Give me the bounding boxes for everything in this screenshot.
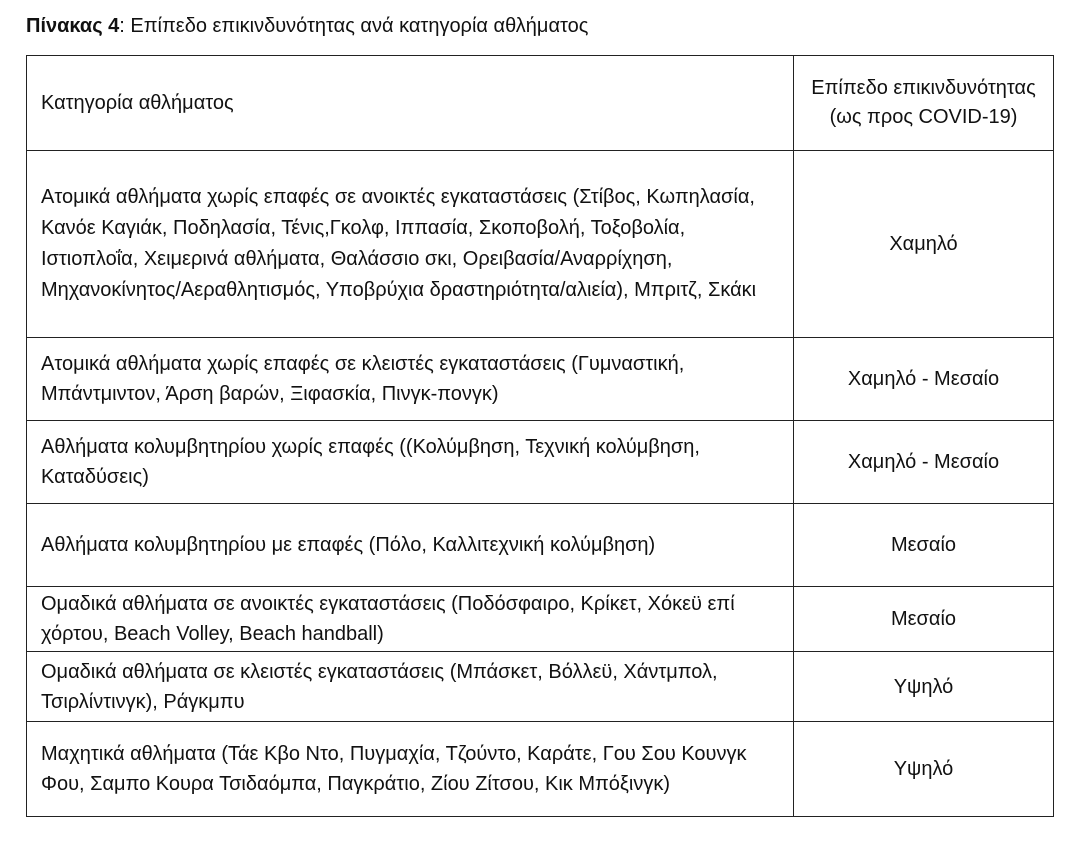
risk-level-cell: Μεσαίο — [794, 587, 1054, 652]
sport-category-cell: Αθλήματα κολυμβητηρίου χωρίς επαφές ((Κολύμβηση, Τεχνική κολύμβηση, Καταδύσεις) — [27, 421, 794, 504]
caption-text: : Επίπεδο επικινδυνότητας ανά κατηγορία αθλήματος — [119, 15, 589, 37]
risk-level-cell: Υψηλό — [794, 652, 1054, 722]
header-risk-level: Επίπεδο επικινδυνότητας (ως προς COVID-19) — [794, 56, 1054, 151]
sport-category-cell: Αθλήματα κολυμβητηρίου με επαφές (Πόλο, Καλλιτεχνική κολύμβηση) — [27, 504, 794, 587]
risk-level-cell: Χαμηλό — [794, 151, 1054, 338]
table-caption — [26, 12, 588, 40]
table-row — [27, 587, 1054, 652]
risk-level-cell: Μεσαίο — [794, 504, 1054, 587]
caption-label: Πίνακας 4 — [26, 15, 120, 37]
sport-category-cell: Μαχητικά αθλήματα (Τάε Κβο Ντο, Πυγμαχία, Τζούντο, Καράτε, Γου Σου Κουνγκ Φου, Σαμπο Κουρα Τσιδαόμπα, Παγκράτιο, Ζίου Ζίτσου, Κικ Μπόξινγκ) — [27, 722, 794, 817]
risk-level-cell: Υψηλό — [794, 722, 1054, 817]
table-header-row — [27, 56, 1054, 151]
sport-category-cell: Ατομικά αθλήματα χωρίς επαφές σε ανοικτές εγκαταστάσεις (Στίβος, Κωπηλασία, Κανόε Καγιάκ, Ποδηλασία, Τένις,Γκολφ, Ιππασία, Σκοποβολή, Τοξοβολία, Ιστιοπλοΐα, Χειμερινά αθλήματα, Θαλάσσιο σκι, Ορειβασία/Αναρρίχηση, Μηχανοκίνητος/Αεραθλητισμός, Υποβρύχια δραστηριότητα/αλιεία), Μπριτζ, Σκάκι — [27, 151, 794, 338]
risk-level-table — [26, 55, 1054, 817]
table-row — [27, 151, 1054, 338]
sport-category-cell: Ομαδικά αθλήματα σε ανοικτές εγκαταστάσεις (Ποδόσφαιρο, Κρίκετ, Χόκεϋ επί χόρτου, Beach Volley, Beach handball) — [27, 587, 794, 652]
sport-category-cell: Ομαδικά αθλήματα σε κλειστές εγκαταστάσεις (Μπάσκετ, Βόλλεϋ, Χάντμπολ, Τσιρλίντινγκ), Ράγκμπυ — [27, 652, 794, 722]
table-row — [27, 421, 1054, 504]
table-row — [27, 338, 1054, 421]
sport-category-cell: Ατομικά αθλήματα χωρίς επαφές σε κλειστές εγκαταστάσεις (Γυμναστική, Μπάντμιντον, Άρση βαρών, Ξιφασκία, Πινγκ-πονγκ) — [27, 338, 794, 421]
table-row — [27, 722, 1054, 817]
table-row — [27, 652, 1054, 722]
table-row — [27, 504, 1054, 587]
header-category: Κατηγορία αθλήματος — [27, 56, 794, 151]
risk-level-cell: Χαμηλό - Μεσαίο — [794, 338, 1054, 421]
risk-level-cell: Χαμηλό - Μεσαίο — [794, 421, 1054, 504]
